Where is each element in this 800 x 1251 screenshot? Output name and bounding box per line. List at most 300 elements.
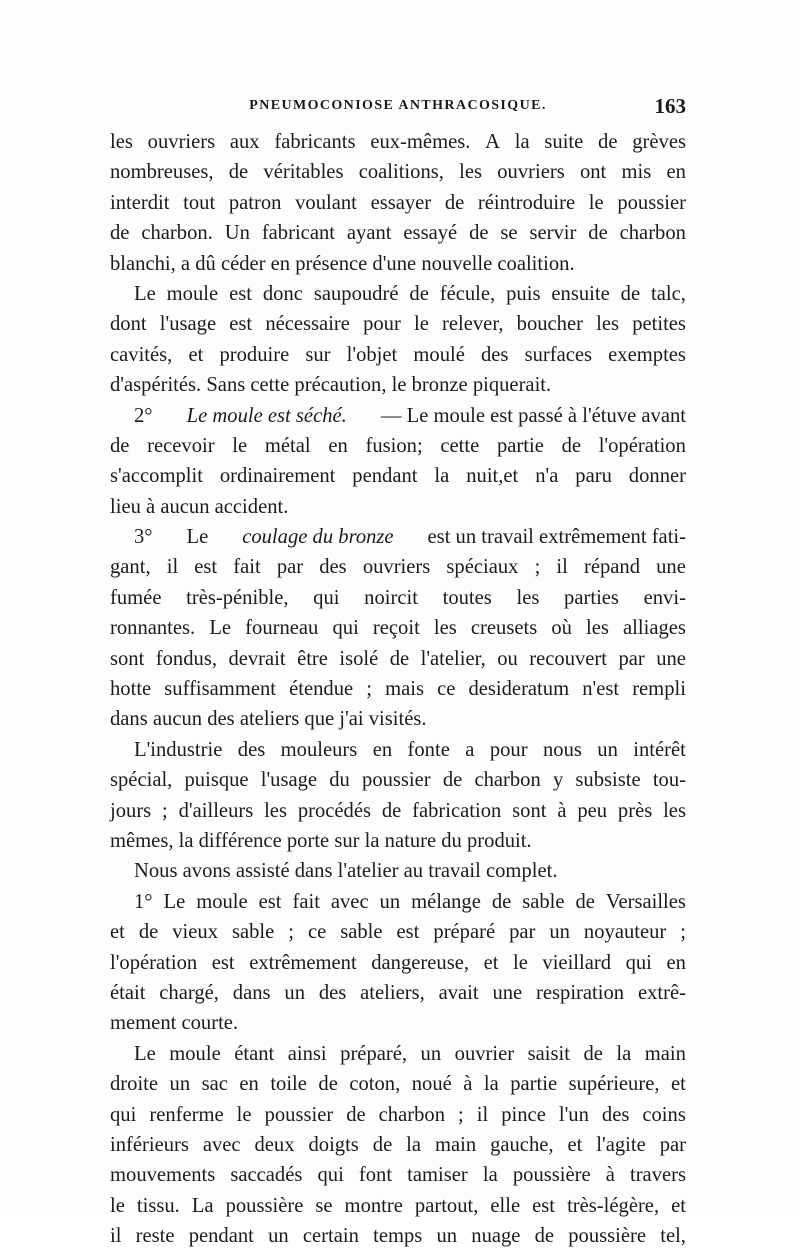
word: le	[232, 434, 248, 457]
word: réintroduire	[477, 191, 576, 214]
word: poussier	[264, 1103, 334, 1126]
text-line	[110, 1100, 686, 1130]
word: avec	[202, 1133, 241, 1156]
word: sont	[512, 799, 547, 822]
word: montre	[344, 1194, 403, 1217]
word: A	[485, 131, 501, 153]
word: partie	[510, 1073, 558, 1096]
word: un	[379, 890, 401, 913]
word: respiration	[536, 981, 625, 1004]
word: se	[315, 1194, 333, 1217]
word: à	[557, 799, 567, 822]
word: des	[318, 981, 347, 1004]
word: des	[237, 738, 266, 761]
word: doigts	[308, 1133, 359, 1156]
text-line: mêmes, la différence porte sur la nature du produit.	[110, 829, 532, 852]
text-line	[110, 1069, 686, 1099]
text-line	[110, 401, 686, 431]
word: coins	[642, 1103, 686, 1126]
running-head: PNEUMOCONIOSE ANTHRACOSIQUE.	[249, 98, 547, 113]
word: un	[597, 738, 618, 761]
text-fragment: Le	[186, 526, 209, 549]
word: est	[532, 1194, 556, 1217]
word: de	[444, 191, 465, 214]
word: une	[656, 556, 686, 579]
word: jours	[110, 799, 152, 822]
word: fabricants	[274, 131, 356, 153]
word: en	[666, 161, 686, 184]
word: le	[110, 1194, 125, 1217]
word: charbon	[619, 222, 686, 245]
word: paru	[575, 465, 612, 488]
word: était	[110, 981, 146, 1004]
section-title: coulage du bronze	[242, 526, 394, 549]
word: est	[258, 890, 282, 913]
word: vieillard	[542, 951, 612, 974]
text-fragment: — Le moule est passé à l'étuve avant	[380, 404, 686, 427]
text-line	[110, 552, 686, 582]
word: parties	[564, 586, 619, 609]
word: sur	[305, 343, 331, 366]
word: ;	[162, 799, 168, 822]
word: et	[567, 1133, 583, 1156]
word: reste	[135, 1225, 175, 1248]
word: est	[194, 556, 218, 579]
word: moule	[196, 890, 248, 913]
word: Le	[163, 890, 186, 913]
word: ;	[458, 1103, 464, 1126]
word: des	[601, 1103, 630, 1126]
word: inférieurs	[110, 1133, 189, 1156]
word: de	[561, 434, 581, 457]
text-line	[110, 157, 686, 187]
word: nombreuses,	[110, 161, 214, 184]
text-line	[110, 309, 686, 339]
word: ronnantes.	[110, 617, 196, 640]
word: moule	[166, 282, 219, 305]
text-line	[110, 978, 686, 1008]
word: les	[596, 313, 620, 336]
word: métal	[264, 434, 311, 457]
word: ensuite	[551, 282, 610, 305]
word: dans	[232, 981, 271, 1004]
word: de	[583, 1042, 603, 1065]
word: en	[328, 434, 348, 457]
word: rempli	[632, 678, 686, 701]
text-line	[110, 917, 686, 947]
word: ce	[307, 921, 327, 944]
word: ;	[680, 921, 686, 944]
word: l'opération	[598, 434, 686, 457]
word: qui	[317, 1164, 344, 1187]
word: noué	[411, 1073, 452, 1096]
word: tout	[183, 191, 216, 214]
text-line	[110, 1160, 686, 1190]
word: essayer	[370, 191, 432, 214]
word: de	[598, 131, 618, 153]
word: tou-	[652, 769, 686, 792]
text-line	[110, 613, 686, 643]
word: Le	[134, 1042, 156, 1065]
word: donner	[628, 465, 686, 488]
word: partout,	[414, 1194, 479, 1217]
word: la	[434, 465, 450, 488]
text-fragment: est un travail extrêmement fati-	[427, 526, 686, 549]
word: et	[671, 1073, 686, 1096]
word: qui	[110, 1103, 137, 1126]
word: spéciaux	[446, 556, 519, 579]
word: fondus,	[155, 647, 217, 670]
word: desideratum	[468, 678, 570, 701]
word: en	[666, 951, 686, 974]
word: saisit	[527, 1042, 570, 1065]
word: sable	[522, 890, 565, 913]
word: n'a	[535, 465, 559, 488]
word: s'accomplit	[110, 465, 203, 488]
word: véritables	[263, 161, 344, 184]
word: les	[264, 799, 287, 822]
text-line: Nous avons assisté dans l'atelier au travail complet.	[134, 860, 558, 883]
word: la	[514, 131, 530, 153]
word: voulant	[295, 191, 357, 214]
word: suite	[544, 131, 584, 153]
word: de	[442, 769, 463, 792]
word: produire	[219, 343, 290, 366]
word: poussier	[362, 769, 431, 792]
word: est	[211, 951, 235, 974]
word: qui	[313, 586, 340, 609]
word: nuage	[471, 1225, 521, 1248]
word: essayé	[403, 222, 458, 245]
word: les	[663, 799, 686, 822]
word: le	[236, 1103, 252, 1126]
word: pour	[363, 313, 401, 336]
section-title: Le moule est séché.	[186, 404, 347, 427]
text-line	[110, 674, 686, 704]
word: de	[228, 161, 249, 184]
word: fonte	[407, 738, 450, 761]
word: mais	[385, 678, 424, 701]
word: L'industrie	[134, 738, 223, 761]
word: par	[509, 921, 536, 944]
word: ateliers,	[360, 981, 425, 1004]
word: l'objet	[346, 343, 398, 366]
word: saupoudré	[313, 282, 399, 305]
word: ont	[579, 161, 607, 184]
word: talc,	[651, 282, 686, 305]
word: a	[465, 738, 475, 761]
word: temps	[373, 1225, 423, 1248]
word: de	[620, 282, 641, 305]
word: ouvriers	[362, 556, 431, 579]
word: de	[110, 434, 130, 457]
text-line: lieu à aucun accident.	[110, 495, 289, 518]
word: sable	[231, 921, 275, 944]
word: près	[617, 799, 653, 822]
text-line	[110, 735, 686, 765]
word: les	[586, 617, 609, 640]
word: une	[492, 981, 523, 1004]
word: toile	[270, 1073, 307, 1096]
word: de	[381, 799, 402, 822]
text-line	[110, 279, 686, 309]
word: est	[396, 921, 420, 944]
text-line	[110, 887, 686, 917]
text-line	[110, 522, 686, 552]
word: certain	[302, 1225, 359, 1248]
word: relever,	[442, 313, 504, 336]
word: avait	[438, 981, 479, 1004]
word: servir	[529, 222, 577, 245]
word: où	[551, 617, 572, 640]
word: ;	[288, 921, 295, 944]
word: cette	[440, 434, 480, 457]
word: Le	[209, 617, 232, 640]
text-line: d'aspérités. Sans cette précaution, le bronze piquerait.	[110, 374, 552, 397]
word: le	[588, 191, 604, 214]
word: peu	[577, 799, 608, 822]
word: il	[556, 556, 568, 579]
text-line: mement courte.	[110, 1012, 239, 1035]
word: dont	[110, 313, 147, 336]
word: et	[483, 951, 499, 974]
word: se	[500, 222, 518, 245]
word: l'atelier,	[420, 647, 486, 670]
word: à	[463, 1073, 473, 1096]
word: ouvrier	[454, 1042, 515, 1065]
word: un	[436, 1225, 458, 1248]
word: gant,	[110, 556, 151, 579]
word: extrêmement	[249, 951, 357, 974]
word: mélange	[411, 890, 481, 913]
word: ;	[534, 556, 541, 579]
word: le	[512, 951, 528, 974]
word: subsiste	[575, 769, 641, 792]
word: un	[549, 921, 570, 944]
word: deux	[254, 1133, 295, 1156]
text-line	[110, 461, 686, 491]
word: de	[588, 222, 608, 245]
word: mouvements	[110, 1164, 216, 1187]
word: petites	[632, 313, 686, 336]
word: et	[671, 1194, 686, 1217]
word: nuit,et	[466, 465, 519, 488]
word: de	[372, 1133, 393, 1156]
word: poussière	[225, 1194, 304, 1217]
word: ouvriers	[147, 131, 216, 153]
word: pince	[501, 1103, 546, 1126]
word: très-pénible,	[186, 586, 289, 609]
word: droite	[110, 1073, 159, 1096]
word: puis	[506, 282, 541, 305]
word: partie	[496, 434, 544, 457]
word: l'usage	[260, 769, 318, 792]
word: il	[110, 1225, 122, 1248]
word: l'usage	[159, 313, 217, 336]
word: recevoir	[147, 434, 215, 457]
word: en	[239, 1073, 259, 1096]
word: boucher	[516, 313, 583, 336]
word: poussière	[512, 1164, 591, 1187]
word: l'un	[558, 1103, 589, 1126]
word: devrait	[228, 647, 286, 670]
word: les	[516, 586, 540, 609]
text-line	[110, 127, 686, 157]
word: moule	[169, 1042, 221, 1065]
word: d'ailleurs	[178, 799, 254, 822]
word: la	[482, 1164, 498, 1187]
word: puisque	[184, 769, 249, 792]
word: gauche,	[490, 1133, 554, 1156]
word: noyauteur	[583, 921, 667, 944]
word: un	[169, 1073, 191, 1096]
word: reçoit	[372, 617, 420, 640]
word: main	[434, 1133, 477, 1156]
body-text	[110, 127, 686, 1251]
word: de	[409, 282, 429, 305]
word: chargé,	[159, 981, 219, 1004]
word: ;	[366, 678, 372, 701]
word: et	[110, 921, 125, 944]
word: de	[318, 1073, 338, 1096]
word: sable	[340, 921, 383, 944]
text-line	[110, 1191, 686, 1221]
word: tamiser	[407, 1164, 468, 1187]
word: nous	[542, 738, 582, 761]
text-line	[110, 948, 686, 978]
word: procédés	[297, 799, 371, 822]
text-line	[110, 796, 686, 826]
word: ayant	[346, 222, 392, 245]
word: eux-mêmes.	[370, 131, 471, 153]
word: Versailles	[605, 890, 686, 913]
text-line: dans aucun des ateliers que j'ai visités.	[110, 708, 427, 731]
word: fait	[292, 890, 320, 913]
text-line	[110, 1130, 686, 1160]
word: suffisamment	[164, 678, 277, 701]
word: tissu.	[136, 1194, 180, 1217]
word: saccadés	[230, 1164, 303, 1187]
word: poussière	[568, 1225, 647, 1248]
word: de	[491, 890, 512, 913]
word: est	[229, 282, 252, 305]
word: de	[138, 921, 159, 944]
word: des	[319, 556, 347, 579]
word: recouvert	[529, 647, 608, 670]
word: la	[406, 1133, 422, 1156]
word: répand	[583, 556, 641, 579]
word: fabricant	[261, 222, 335, 245]
word: le	[413, 313, 429, 336]
word: mis	[621, 161, 652, 184]
word: coalitions,	[358, 161, 444, 184]
word: ainsi	[287, 1042, 327, 1065]
word: ouvriers	[497, 161, 565, 184]
word: fumée	[110, 586, 162, 609]
word: pendant	[352, 465, 418, 488]
word: alliages	[623, 617, 686, 640]
word: envi-	[643, 586, 686, 609]
word: de	[469, 222, 489, 245]
word: sont	[110, 647, 145, 670]
word: à	[605, 1164, 615, 1187]
text-line	[110, 1039, 686, 1069]
word: de	[575, 890, 595, 913]
word: interdit	[110, 191, 170, 214]
section-number: 3°	[134, 526, 153, 549]
word: de	[389, 647, 410, 670]
word: aux	[229, 131, 260, 153]
text-line	[110, 218, 686, 248]
word: par	[659, 1133, 686, 1156]
word: coton,	[349, 1073, 401, 1096]
word: fusion;	[365, 434, 423, 457]
word: supérieure,	[568, 1073, 660, 1096]
word: isolé	[339, 647, 379, 670]
word: de	[346, 1103, 366, 1126]
word: il	[476, 1103, 489, 1126]
word: les	[110, 131, 133, 153]
word: étant	[234, 1042, 275, 1065]
word: qui	[625, 951, 652, 974]
word: dangereuse,	[371, 951, 470, 974]
word: en	[372, 738, 393, 761]
word: 1°	[134, 890, 153, 913]
word: y	[552, 769, 564, 792]
word: hotte	[110, 678, 152, 701]
word: donc	[262, 282, 303, 305]
word: l'opération	[110, 951, 198, 974]
text-line	[110, 431, 686, 461]
text-line	[110, 644, 686, 674]
word: des	[481, 343, 509, 366]
word: noircit	[364, 586, 418, 609]
word: Un	[224, 222, 250, 245]
section-number: 2°	[134, 404, 153, 427]
word: ou	[497, 647, 518, 670]
word: tel,	[660, 1225, 686, 1248]
word: fabrication	[412, 799, 502, 822]
word: travers	[629, 1164, 686, 1187]
word: un	[284, 981, 305, 1004]
word: par	[276, 556, 304, 579]
word: de	[110, 222, 130, 245]
text-line	[110, 765, 686, 795]
word: toutes	[442, 586, 492, 609]
word: préparé,	[340, 1042, 408, 1065]
word: avec	[330, 890, 369, 913]
word: par	[618, 647, 645, 670]
word: pendant	[188, 1225, 254, 1248]
text-line	[110, 1221, 686, 1251]
word: mouleurs	[280, 738, 358, 761]
page-header	[110, 96, 686, 120]
word: charbon	[378, 1103, 445, 1126]
word: et	[188, 343, 204, 366]
word: spécial,	[110, 769, 173, 792]
word: extrê-	[637, 981, 686, 1004]
word: fécule,	[439, 282, 496, 305]
word: charbon.	[141, 222, 213, 245]
word: main	[644, 1042, 686, 1065]
word: la	[483, 1073, 499, 1096]
text-line	[110, 340, 686, 370]
word: poussier	[617, 191, 686, 214]
word: du	[329, 769, 350, 792]
word: ordinairement	[219, 465, 336, 488]
text-line: blanchi, a dû céder en présence d'une nouvelle coalition.	[110, 252, 575, 275]
word: l'agite	[596, 1133, 646, 1156]
